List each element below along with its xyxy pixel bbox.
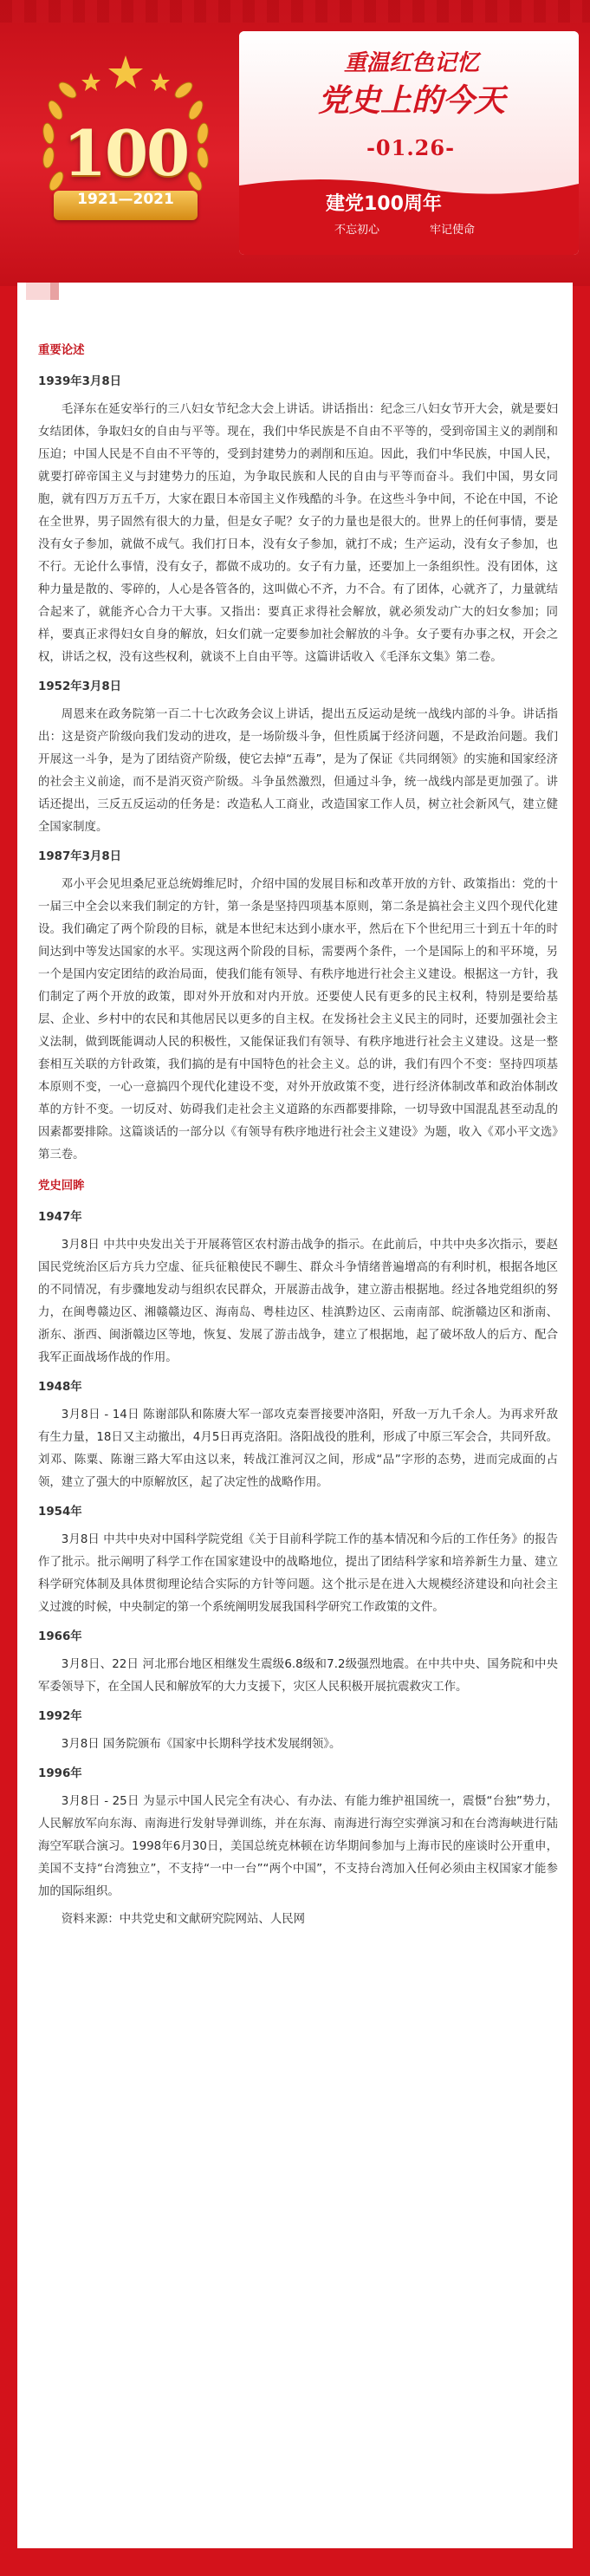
history-year: 1992年 xyxy=(38,1710,82,1723)
history-year: 1996年 xyxy=(38,1767,82,1780)
emblem-years: 1921—2021 xyxy=(54,191,198,220)
centenary-emblem xyxy=(17,29,234,237)
header-banner xyxy=(0,0,590,286)
quote-year: 1987年3月8日 xyxy=(38,850,122,863)
article-content xyxy=(38,331,558,1931)
history-year: 1948年 xyxy=(38,1381,82,1394)
banner-motto-2: 牢记使命 xyxy=(430,224,476,237)
history-text: 3月8日 - 14日 陈谢部队和陈赓大军一部攻克秦晋接要冲洛阳，歼敌一万九千余人。为再求歼敌有生力量，18日又主动撤出，4月5日再克洛阳。洛阳战役的胜利，形成了中原三军会合，共同歼敌。刘邓、陈粟、陈谢三路大军由这以来，转战江淮河汉之间，形成“品”字形的态势，进而完成面的占领，建立了强大的中原解放区，起了决定性的战略作用。 xyxy=(38,1408,558,1489)
history-text: 3月8日 中共中央发出关于开展蒋管区农村游击战争的指示。在此前后，中共中央多次指示，要赵国民党统治区后方兵力空虚、征兵征粮使民不聊生、群众斗争情绪普遍增高的有利时机，根据各地区的不同情况，有步骤地发动与组织农民群众，开展游击战争，建立游击根据地。经过各地党组织的努力，在闽粤赣边区、湘赣赣边区、海南岛、粤桂边区、桂滇黔边区、云南南部、皖浙赣边区和浙南、浙东、浙西、闽浙赣边区等地，恢复、发展了游击战争，建立了根据地，起了破坏敌人的后方、配合我军正面战场作战的作用。 xyxy=(38,1239,558,1364)
history-year: 1966年 xyxy=(38,1630,82,1643)
card-tab xyxy=(26,283,50,300)
card-tab-accent xyxy=(50,283,59,300)
emblem-number: 100 xyxy=(62,116,189,190)
slogan-line-2: 党史上的今天 xyxy=(317,82,505,119)
history-year: 1947年 xyxy=(38,1211,82,1224)
banner-footer xyxy=(239,177,579,255)
history-text: 3月8日、22日 河北邢台地区相继发生震级6.8级和7.2级强烈地震。在中共中央、国务院和中央军委领导下，在全国人民和解放军的大力支援下，灾区人民积极开展抗震救灾工作。 xyxy=(38,1658,558,1694)
history-text: 3月8日 国务院颁布《国家中长期科学技术发展纲领》。 xyxy=(61,1738,341,1751)
source-note: 资料来源：中共党史和文献研究院网站、人民网 xyxy=(61,1913,305,1926)
quote-text: 邓小平会见坦桑尼亚总统姆维尼时，介绍中国的发展目标和改革开放的方针、政策指出：党的十一届三中全会以来我们制定的方针，第一条是坚持四项基本原则，第二条是搞社会主义四个现代化建设。我们确定了两个阶段的目标，就是本世纪末达到小康水平，然后在下个世纪用三十到五十年的时间达到中等发达国家的水平。实现这两个阶段的目标，需要两个条件，一个是国际上的和平环境，另一个是国内安定团结的政治局面，使我们能有领导、有秩序地进行社会主义建设。根据这一方针，我们制定了两个开放的政策，即对外开放和对内开放。还要使人民有更多的民主权利，特别是要给基层、企业、乡村中的农民和其他居民以更多的自主权。在发扬社会主义民主的同时，还要加强社会主义法制，做到既能调动人民的积极性，又能保证我们有领导、有秩序地进行社会主义建设。这是一整套相互关联的方针政策，我们搞的是有中国特色的社会主义。总的讲，我们有四个不变：坚持四项基本原则不变，一心一意搞四个现代化建设不变，对外开放政策不变，进行经济体制改革和政治体制改革的方针不变。一切反对、妨碍我们走社会主义道路的东西都要排除，一切导致中国混乱甚至动乱的因素都要排除。这篇谈话的一部分以《有领导有秩序地进行社会主义建设》为题，收入《邓小平文选》第三卷。 xyxy=(38,878,558,1161)
date-tag: -01.26- xyxy=(366,135,456,160)
history-text: 3月8日 - 25日 为显示中国人民完全有决心、有办法、有能力维护祖国统一，震慑“台独”势力，人民解放军向东海、南海进行发射导弹训练，并在东海、南海进行海空实弹演习和在台湾海峡进行陆海空军联合演习。1998年6月30日，美国总统克林顿在访华期间参加与上海市民的座谈时公开重申，美国不支持“台湾独立”，不支持“一中一台”“两个中国”，不支持台湾加入任何必须由主权国家才能参加的国际组织。 xyxy=(38,1795,558,1898)
banner-title: 建党100周年 xyxy=(326,193,442,215)
quote-year: 1939年3月8日 xyxy=(38,375,122,388)
quote-text: 毛泽东在延安举行的三八妇女节纪念大会上讲话。讲话指出：纪念三八妇女节开大会，就是要妇女结团体，争取妇女的自由与平等。现在，我们中华民族是不自由不平等的，受到帝国主义的剥削和压迫；中国人民是不自由不平等的，受到封建势力的剥削和压迫。因此，我们中华民族，中国人民，就要打碎帝国主义与封建势力的压迫，为争取民族和人民的自由与平等而奋斗。我们中国，男女同胞，就有四万万五千万，大家在跟日本帝国主义作残酷的斗争。在这些斗争中间，不论在中国，不论在全世界，男子固然有很大的力量，但是女子呢？女子的力量也是很大的。世界上的任何事情，要是没有女子参加，就做不成气。我们打日本，没有女子参加，就打不成；生产运动，没有女子参加，也不行。无论什么事情，没有女子，都做不成功的。女子有力量，还要加上一条组织性。没有团体，这种力量是散的、零碎的，人心是各管各的，这叫做心不齐，力不合。有了团体，心就齐了，力量就结合起来了，就能齐心合力干大事。又指出：要真正求得社会解放，就必须发动广大的妇女参加；同样，要真正求得妇女自身的解放，妇女们就一定要参加社会解放的斗争。女子要有办事之权，开会之权，讲话之权，没有这些权利，就谈不上自由平等。这篇讲话收入《毛泽东文集》第二卷。 xyxy=(38,403,558,664)
section-heading-history: 党史回眸 xyxy=(38,1180,85,1193)
banner-panel xyxy=(239,31,579,255)
banner-motto-1: 不忘初心 xyxy=(334,224,380,237)
quote-year: 1952年3月8日 xyxy=(38,680,122,693)
footer-bar xyxy=(0,2548,590,2576)
history-text: 3月8日 中共中央对中国科学院党组《关于目前科学院工作的基本情况和今后的工作任务》的报告作了批示。批示阐明了科学工作在国家建设中的战略地位，提出了团结科学家和培养新生力量、建立科学研究体制及具体贯彻理论结合实际的方针等问题。这个批示是在进入大规模经济建设和向社会主义过渡的时候，中央制定的第一个系统阐明发展我国科学研究工作政策的文件。 xyxy=(38,1533,558,1614)
banner-decoration xyxy=(0,0,590,23)
article-card xyxy=(17,283,573,2548)
quote-text: 周恩来在政务院第一百二十七次政务会议上讲话，提出五反运动是统一战线内部的斗争。讲话指出：这是资产阶级向我们发动的进攻，是一场阶级斗争，但性质属于经济问题，不是政治问题。我们开展这一斗争，是为了团结资产阶级，使它去掉“五毒”，是为了保证《共同纲领》的实施和国家经济的社会主义前途，而不是消灭资产阶级。斗争虽然激烈，但通过斗争，统一战线内部是更加强了。讲话还提出，三反五反运动的任务是：改造私人工商业，改造国家工作人员，树立社会新风气，建立健全国家制度。 xyxy=(38,708,558,834)
history-year: 1954年 xyxy=(38,1506,82,1519)
slogan-line-1: 重温红色记忆 xyxy=(343,50,479,76)
section-heading-quotes: 重要论述 xyxy=(38,344,85,357)
